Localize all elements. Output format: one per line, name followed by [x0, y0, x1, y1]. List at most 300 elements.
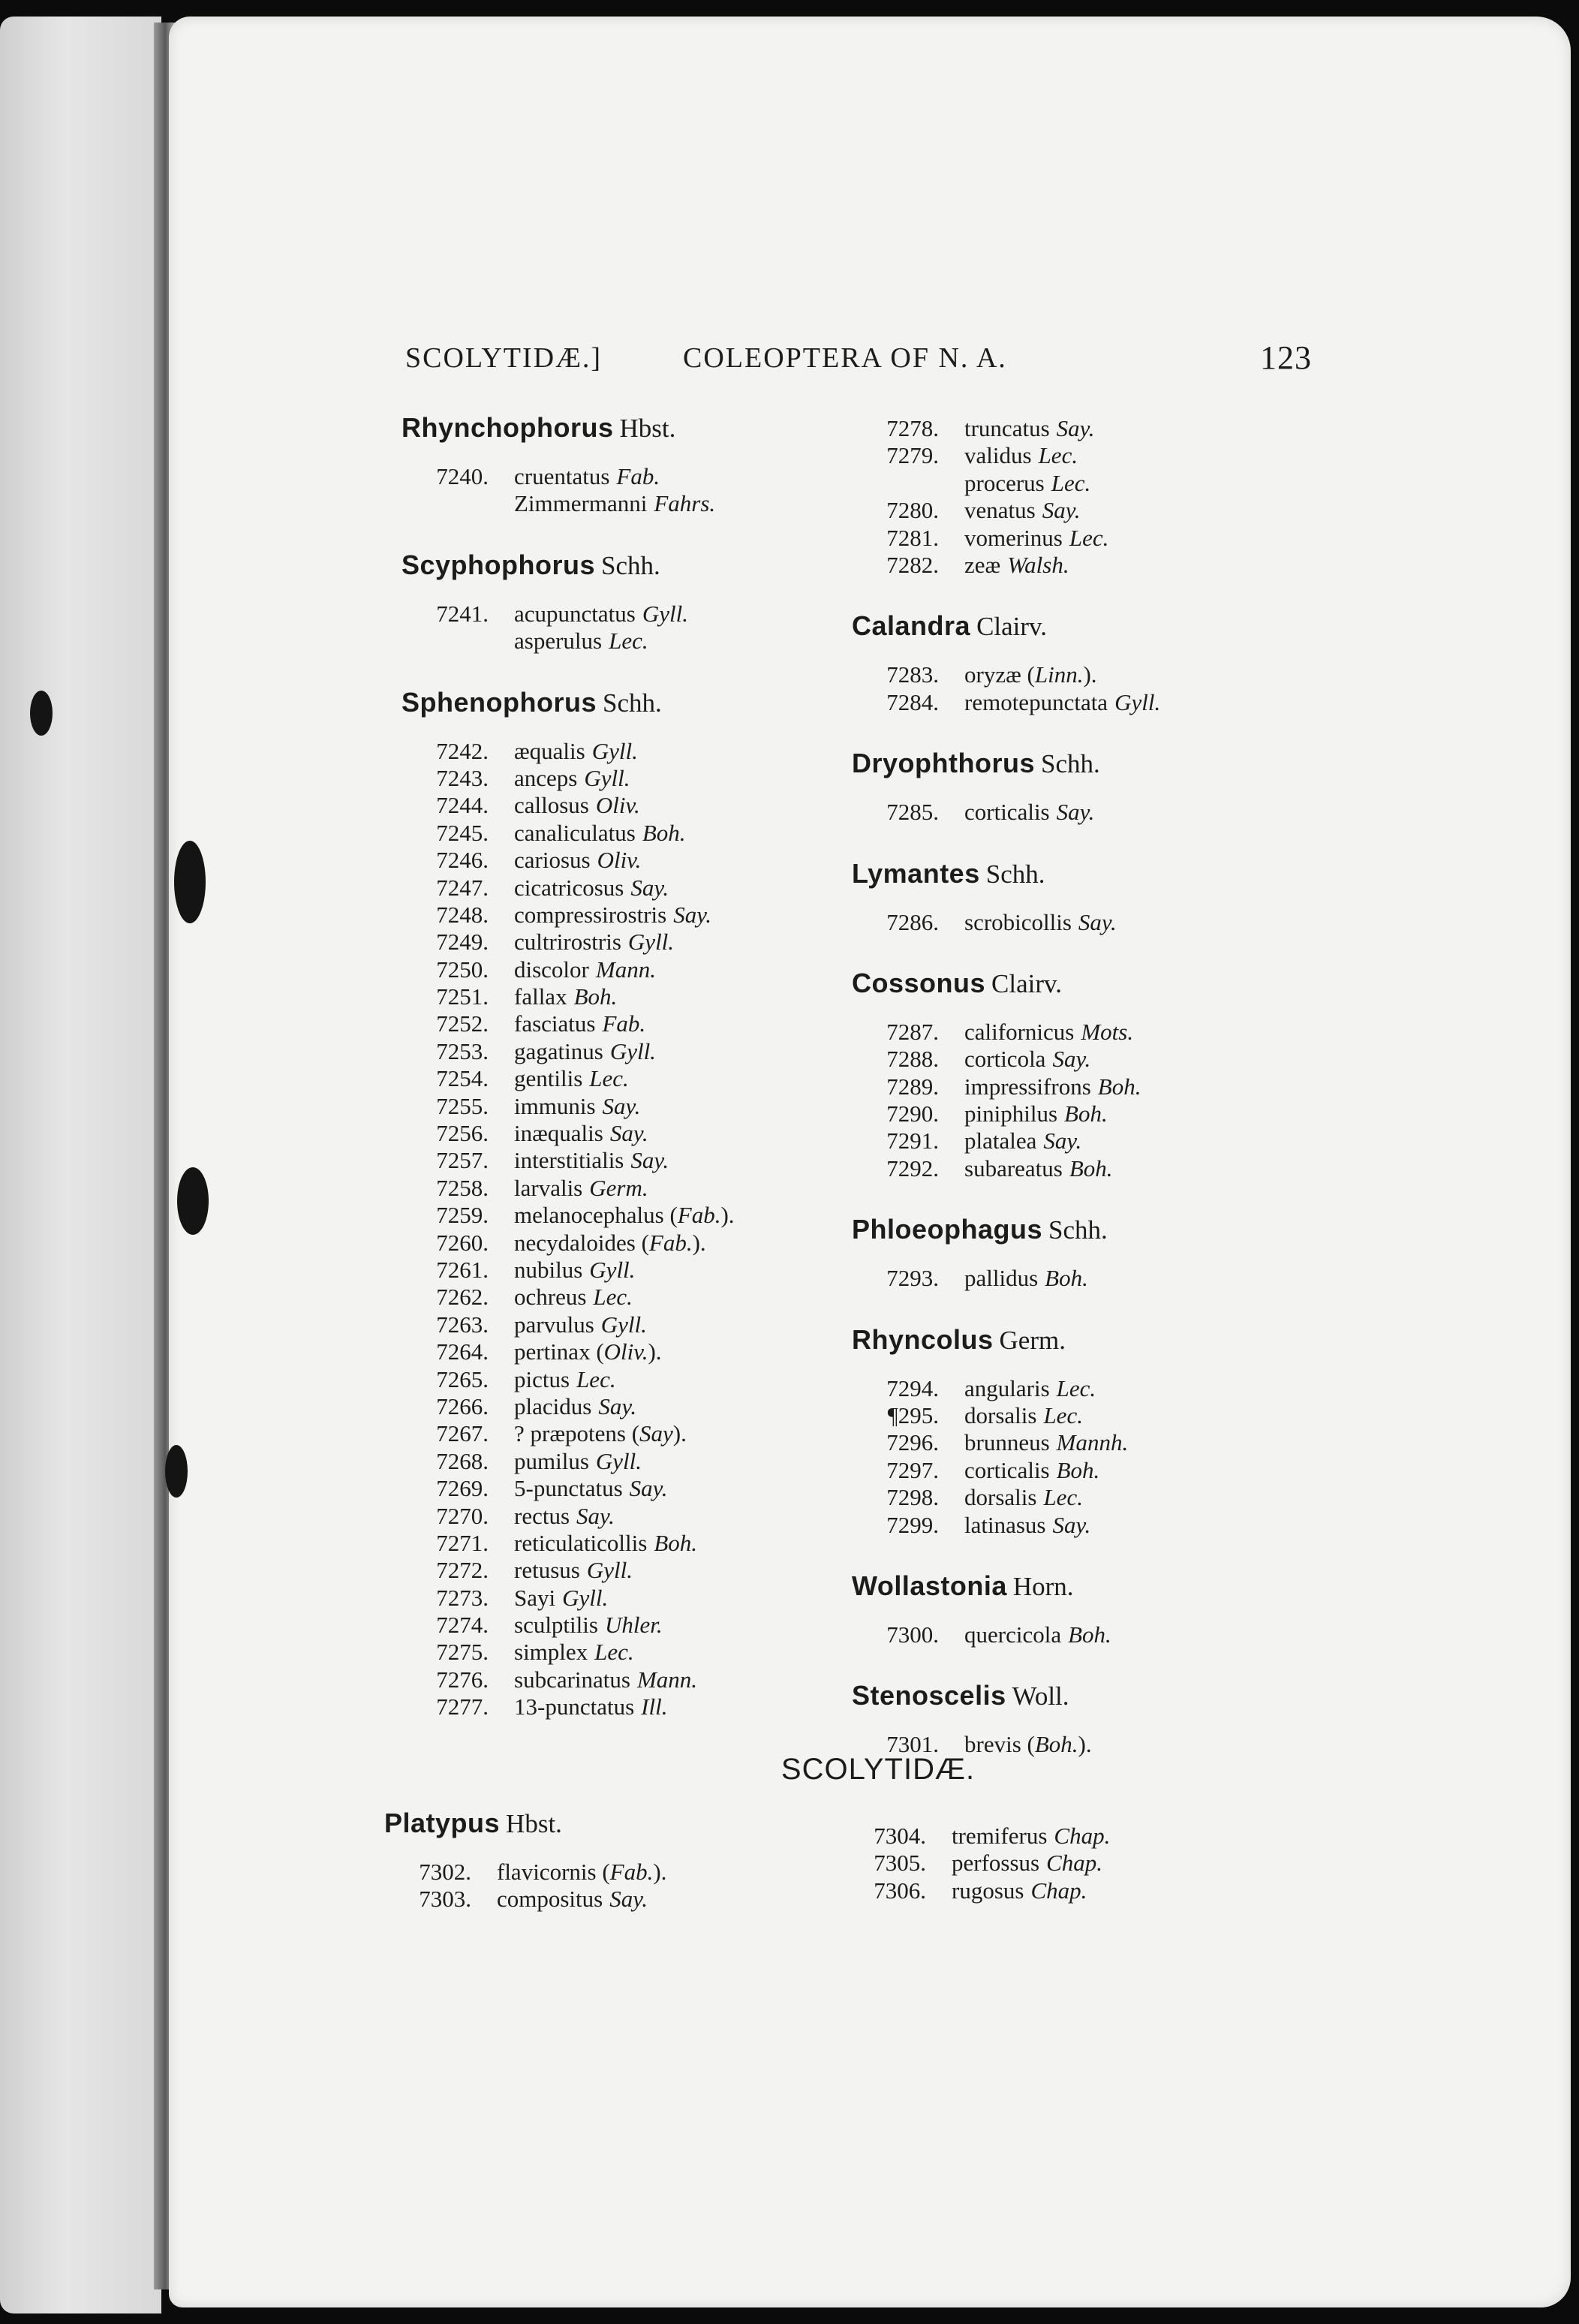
species-name: placidus — [514, 1392, 592, 1419]
species-entry — [402, 1338, 867, 1365]
genus-author: Woll. — [1012, 1681, 1069, 1711]
species-entry — [402, 1420, 867, 1447]
catalog-number: 7241. — [436, 600, 489, 627]
species-author: Oliv. — [597, 847, 642, 874]
species-entry — [402, 1230, 867, 1257]
species-author: Fab. — [616, 463, 660, 489]
species-entry — [402, 1284, 867, 1311]
catalog-number: 7258. — [436, 1174, 489, 1201]
species-entry — [402, 1010, 867, 1037]
catalog-number: 7272. — [436, 1557, 489, 1584]
genus-name: Platypus — [384, 1808, 501, 1838]
species-entry — [839, 1877, 1304, 1904]
species-entry — [402, 1257, 867, 1284]
heading-gap — [852, 1248, 1317, 1265]
species-name: subareatus — [964, 1154, 1063, 1182]
species-name: discolor — [514, 956, 589, 983]
species-name: 5-punctatus — [514, 1475, 623, 1502]
binding-hole — [177, 1167, 209, 1235]
genus-gap — [852, 579, 1317, 607]
genus-heading — [852, 607, 1317, 645]
species-name: Zimmermanni — [514, 490, 648, 517]
genus-gap — [852, 1539, 1317, 1567]
genus-name: Rhynchophorus — [402, 412, 614, 443]
species-name: immunis — [514, 1092, 596, 1119]
species-entry — [402, 983, 867, 1010]
species-entry — [852, 689, 1317, 716]
species-name: corticola — [964, 1046, 1046, 1073]
genus-author: Schh. — [1048, 1215, 1108, 1245]
species-author: Gyll. — [586, 1557, 633, 1584]
species-entry — [402, 1175, 867, 1202]
species-author: Say. — [1078, 908, 1117, 935]
species-author: Gyll. — [609, 1037, 656, 1064]
family-heading: SCOLYTIDÆ. — [780, 1753, 976, 1786]
catalog-number: 7240. — [436, 463, 489, 489]
catalog-number: 7302. — [419, 1859, 471, 1885]
species-author: Germ. — [589, 1174, 648, 1201]
genus-gap — [402, 518, 867, 546]
catalog-number: 7286. — [886, 908, 939, 935]
genus-heading — [852, 1321, 1317, 1359]
heading-gap — [852, 1359, 1317, 1375]
synonym-entry — [852, 470, 1317, 497]
genus-name: Stenoscelis — [852, 1680, 1006, 1711]
catalog-number: 7267. — [436, 1420, 489, 1447]
species-name: corticalis — [964, 1456, 1050, 1483]
species-name: cariosus — [514, 847, 591, 874]
species-author: Say. — [609, 1886, 648, 1913]
species-author: Uhler. — [604, 1612, 663, 1639]
heading-gap — [852, 1002, 1317, 1019]
catalog-number: 7291. — [886, 1127, 939, 1154]
species-author: Boh. — [1045, 1265, 1088, 1292]
species-author: Gyll. — [591, 737, 638, 764]
species-author: Lec. — [1043, 1402, 1083, 1429]
catalog-number: 7287. — [886, 1018, 939, 1045]
genus-name: Wollastonia — [852, 1570, 1007, 1601]
species-entry — [852, 1265, 1317, 1292]
genus-author: Hbst. — [619, 414, 676, 443]
species-author: Say. — [629, 1475, 668, 1502]
species-name: pumilus — [514, 1447, 589, 1474]
catalog-number: 7264. — [436, 1338, 489, 1365]
species-name: pallidus — [964, 1265, 1039, 1292]
running-head-section: SCOLYTIDÆ.] — [405, 342, 603, 374]
binding-hole — [30, 691, 53, 736]
species-name: corticalis — [964, 799, 1050, 826]
bottom-left-column — [384, 1805, 835, 1913]
species-author: Say. — [673, 901, 712, 928]
species-name: æqualis — [514, 737, 585, 764]
genus-heading — [852, 745, 1317, 782]
heading-gap — [852, 893, 1317, 909]
genus-heading — [402, 546, 867, 584]
species-author: Gyll. — [595, 1447, 642, 1474]
genus-author: Horn. — [1012, 1571, 1074, 1601]
catalog-number: 7243. — [436, 764, 489, 791]
catalog-number: 7296. — [886, 1429, 939, 1456]
catalog-number: 7304. — [874, 1823, 926, 1849]
species-author: Mann. — [636, 1666, 698, 1693]
catalog-number: 7297. — [886, 1456, 939, 1483]
species-entry — [852, 1127, 1317, 1154]
species-name: flavicornis ( — [497, 1859, 610, 1885]
genus-gap — [852, 1182, 1317, 1211]
species-entry — [852, 1621, 1317, 1648]
catalog-number: 7293. — [886, 1265, 939, 1292]
genus-name: Scyphophorus — [402, 549, 596, 580]
species-entry — [402, 1503, 867, 1530]
genus-gap — [852, 936, 1317, 965]
heading-gap — [402, 721, 867, 738]
species-author: Boh. — [1097, 1073, 1141, 1100]
facing-page-edge — [0, 17, 161, 2313]
species-entry — [384, 1886, 835, 1913]
species-author: Boh. — [1034, 1731, 1078, 1758]
heading-gap — [384, 1842, 835, 1859]
catalog-number: 7300. — [886, 1621, 939, 1648]
author-suffix: ). — [672, 1420, 687, 1447]
catalog-number: 7276. — [436, 1666, 489, 1693]
running-head-title: COLEOPTERA OF N. A. — [683, 342, 1007, 374]
species-author: Boh. — [1068, 1621, 1111, 1648]
species-name: brunneus — [964, 1429, 1050, 1456]
species-name: piniphilus — [964, 1100, 1058, 1127]
species-author: Gyll. — [600, 1311, 647, 1338]
species-entry — [402, 1475, 867, 1502]
catalog-number: 7249. — [436, 929, 489, 956]
synonym-entry — [402, 490, 867, 517]
species-entry — [402, 1065, 867, 1092]
species-entry — [852, 1429, 1317, 1456]
species-name: nubilus — [514, 1256, 583, 1283]
species-author: Lec. — [609, 628, 648, 655]
catalog-number: 7246. — [436, 847, 489, 874]
species-name: parvulus — [514, 1311, 594, 1338]
species-entry — [852, 1155, 1317, 1182]
species-entry — [402, 463, 867, 490]
species-name: retusus — [514, 1557, 580, 1584]
species-author: Oliv. — [595, 792, 640, 819]
species-entry — [402, 1557, 867, 1584]
species-name: pertinax ( — [514, 1338, 604, 1365]
author-suffix: ). — [1078, 1731, 1092, 1758]
author-suffix: ). — [692, 1229, 706, 1256]
species-name: gagatinus — [514, 1037, 603, 1064]
species-author: Say. — [1052, 1046, 1091, 1073]
species-entry — [402, 1530, 867, 1557]
species-author: Say. — [630, 1147, 669, 1174]
catalog-number: 7283. — [886, 661, 939, 688]
genus-gap — [852, 1293, 1317, 1321]
species-entry — [384, 1859, 835, 1886]
species-name: melanocephalus ( — [514, 1202, 678, 1229]
species-author: Say. — [598, 1392, 637, 1419]
genus-name: Lymantes — [852, 857, 980, 889]
catalog-number: 7281. — [886, 524, 939, 551]
species-name: tremiferus — [952, 1823, 1048, 1849]
species-name: impressifrons — [964, 1073, 1091, 1100]
catalog-number: 7256. — [436, 1120, 489, 1147]
heading-gap — [852, 1714, 1317, 1731]
species-entry — [852, 525, 1317, 552]
species-entry — [852, 1457, 1317, 1484]
catalog-number: 7244. — [436, 792, 489, 819]
catalog-number: 7259. — [436, 1202, 489, 1229]
species-author: Say. — [1043, 1127, 1082, 1154]
bottom-right-column — [839, 1823, 1304, 1904]
species-name: perfossus — [952, 1850, 1040, 1877]
species-author: Fab. — [677, 1202, 721, 1229]
left-column — [402, 409, 867, 1721]
catalog-number: 7277. — [436, 1693, 489, 1720]
catalog-number: 7299. — [886, 1511, 939, 1538]
species-entry — [402, 601, 867, 628]
binding-hole — [174, 841, 206, 923]
species-author: Say. — [576, 1502, 615, 1529]
genus-author: Schh. — [985, 859, 1045, 889]
catalog-number: 7260. — [436, 1229, 489, 1256]
species-name: quercicola — [964, 1621, 1062, 1648]
species-author: Gyll. — [1114, 688, 1161, 715]
species-author: Say. — [1056, 415, 1095, 441]
catalog-number: 7262. — [436, 1284, 489, 1311]
species-name: ochreus — [514, 1284, 587, 1311]
catalog-number: 7280. — [886, 497, 939, 524]
species-author: Boh. — [1069, 1154, 1113, 1182]
species-entry — [402, 1393, 867, 1420]
catalog-number: 7282. — [886, 551, 939, 578]
species-name: fallax — [514, 983, 567, 1010]
species-author: Say — [639, 1420, 673, 1447]
heading-gap — [852, 645, 1317, 661]
species-name: reticulaticollis — [514, 1529, 648, 1556]
species-name: pictus — [514, 1365, 570, 1392]
genus-name: Phloeophagus — [852, 1214, 1043, 1245]
species-name: subcarinatus — [514, 1666, 630, 1693]
author-suffix: ). — [720, 1202, 735, 1229]
species-name: dorsalis — [964, 1484, 1037, 1511]
genus-heading — [402, 684, 867, 721]
species-entry — [852, 1100, 1317, 1127]
species-name: simplex — [514, 1639, 588, 1666]
running-head — [405, 339, 1312, 379]
species-entry — [402, 792, 867, 819]
genus-heading — [852, 855, 1317, 893]
species-name: zeæ — [964, 551, 1001, 578]
species-author: Ill. — [641, 1693, 668, 1720]
genus-gap — [402, 655, 867, 684]
species-author: Say. — [630, 874, 669, 901]
species-entry — [402, 1311, 867, 1338]
species-entry — [852, 1402, 1317, 1429]
species-author: Gyll. — [642, 600, 688, 627]
species-author: Gyll. — [562, 1584, 609, 1611]
species-author: Fab. — [648, 1229, 693, 1256]
species-author: Lec. — [1051, 469, 1091, 496]
species-entry — [402, 1147, 867, 1174]
species-author: Lec. — [593, 1284, 633, 1311]
catalog-number: 7271. — [436, 1529, 489, 1556]
species-entry — [402, 1202, 867, 1229]
species-name: oryzæ ( — [964, 661, 1035, 688]
catalog-number: 7261. — [436, 1256, 489, 1283]
species-entry — [852, 1019, 1317, 1046]
species-author: Lec. — [594, 1639, 634, 1666]
species-author: Boh. — [1064, 1100, 1108, 1127]
species-name: platalea — [964, 1127, 1037, 1154]
species-author: Boh. — [642, 819, 686, 846]
species-name: rectus — [514, 1502, 570, 1529]
species-entry — [852, 415, 1317, 442]
species-entry — [402, 929, 867, 956]
species-entry — [402, 1366, 867, 1393]
species-author: Say. — [609, 1120, 648, 1147]
catalog-number: 7301. — [886, 1731, 939, 1758]
species-name: ? præpotens ( — [514, 1420, 640, 1447]
genus-author: Clairv. — [976, 612, 1048, 642]
genus-heading — [384, 1805, 835, 1842]
genus-author: Schh. — [1041, 749, 1100, 779]
genus-author: Hbst. — [506, 1809, 562, 1838]
catalog-number: 7247. — [436, 874, 489, 901]
catalog-number: 7292. — [886, 1154, 939, 1182]
genus-author: Germ. — [999, 1325, 1066, 1355]
species-name: scrobicollis — [964, 908, 1072, 935]
species-entry — [852, 909, 1317, 936]
catalog-number: 7248. — [436, 901, 489, 928]
species-name: fasciatus — [514, 1010, 596, 1037]
genus-heading — [402, 409, 867, 447]
catalog-number: 7305. — [874, 1850, 926, 1877]
species-author: Mann. — [595, 956, 656, 983]
catalog-number: 7284. — [886, 688, 939, 715]
catalog-number: 7266. — [436, 1392, 489, 1419]
species-author: Gyll. — [584, 764, 630, 791]
species-name: compositus — [497, 1886, 603, 1913]
species-name: inæqualis — [514, 1120, 603, 1147]
species-author: Boh. — [573, 983, 618, 1010]
species-name: cicatricosus — [514, 874, 624, 901]
heading-gap — [402, 584, 867, 601]
species-author: Fahrs. — [654, 490, 716, 517]
species-entry — [852, 1484, 1317, 1511]
binding-hole — [165, 1445, 188, 1498]
catalog-number: 7254. — [436, 1065, 489, 1092]
species-name: asperulus — [514, 628, 603, 655]
catalog-number: 7289. — [886, 1073, 939, 1100]
species-author: Boh. — [654, 1529, 698, 1556]
catalog-number: 7242. — [436, 737, 489, 764]
catalog-number: 7298. — [886, 1484, 939, 1511]
genus-gap — [852, 716, 1317, 745]
species-entry — [852, 1375, 1317, 1402]
species-name: cruentatus — [514, 463, 610, 489]
species-author: Lec. — [589, 1065, 629, 1092]
species-entry — [852, 661, 1317, 688]
species-entry — [402, 1120, 867, 1147]
species-name: canaliculatus — [514, 819, 636, 846]
catalog-number: 7303. — [419, 1886, 471, 1913]
species-entry — [852, 1073, 1317, 1100]
genus-name: Calandra — [852, 610, 971, 642]
species-entry — [402, 1666, 867, 1693]
species-name: truncatus — [964, 415, 1050, 441]
species-name: larvalis — [514, 1174, 583, 1201]
species-name: gentilis — [514, 1065, 583, 1092]
catalog-number: 7290. — [886, 1100, 939, 1127]
species-name: vomerinus — [964, 524, 1063, 551]
species-entry — [402, 1093, 867, 1120]
species-author: Walsh. — [1007, 551, 1069, 578]
genus-author: Schh. — [603, 688, 662, 718]
species-entry — [402, 738, 867, 765]
genus-heading — [852, 1567, 1317, 1605]
species-author: Say. — [1056, 799, 1095, 826]
species-author: Lec. — [1069, 524, 1109, 551]
genus-name: Rhyncolus — [852, 1323, 994, 1355]
species-name: rugosus — [952, 1877, 1024, 1904]
catalog-number: 7279. — [886, 442, 939, 469]
species-entry — [852, 497, 1317, 524]
author-suffix: ). — [648, 1338, 662, 1365]
page-number: 123 — [1260, 339, 1312, 376]
species-author: Say. — [602, 1092, 641, 1119]
species-name: procerus — [964, 469, 1045, 496]
catalog-number: 7255. — [436, 1092, 489, 1119]
species-author: Lec. — [1056, 1374, 1096, 1401]
species-author: Oliv. — [603, 1338, 648, 1365]
species-author: Lec. — [1043, 1484, 1083, 1511]
heading-gap — [402, 447, 867, 463]
catalog-number: 7270. — [436, 1502, 489, 1529]
species-entry — [402, 875, 867, 902]
genus-gap — [852, 826, 1317, 855]
catalog-number: 7268. — [436, 1447, 489, 1474]
species-author: Lec. — [1038, 442, 1078, 469]
genus-name: Sphenophorus — [402, 686, 597, 718]
species-name: californicus — [964, 1018, 1075, 1045]
catalog-number: 7265. — [436, 1365, 489, 1392]
catalog-number: 7274. — [436, 1612, 489, 1639]
genus-heading — [852, 1211, 1317, 1248]
species-entry — [402, 1448, 867, 1475]
species-author: Chap. — [1046, 1850, 1103, 1877]
genus-name: Dryophthorus — [852, 748, 1035, 779]
species-name: brevis ( — [964, 1731, 1035, 1758]
catalog-number: 7294. — [886, 1374, 939, 1401]
species-entry — [402, 956, 867, 983]
catalog-number: 7257. — [436, 1147, 489, 1174]
species-name: cultrirostris — [514, 929, 621, 956]
species-entry — [402, 1585, 867, 1612]
species-name: anceps — [514, 764, 578, 791]
heading-gap — [852, 1605, 1317, 1621]
genus-heading — [852, 1677, 1317, 1714]
genus-gap — [852, 1648, 1317, 1677]
species-author: Linn. — [1034, 661, 1084, 688]
catalog-number: 7269. — [436, 1475, 489, 1502]
species-entry — [402, 765, 867, 792]
catalog-number: 7278. — [886, 415, 939, 441]
species-author: Say. — [1042, 497, 1081, 524]
species-entry — [402, 1038, 867, 1065]
genus-heading — [852, 965, 1317, 1002]
genus-author: Clairv. — [991, 968, 1062, 998]
author-suffix: ). — [653, 1859, 667, 1885]
species-name: validus — [964, 442, 1032, 469]
